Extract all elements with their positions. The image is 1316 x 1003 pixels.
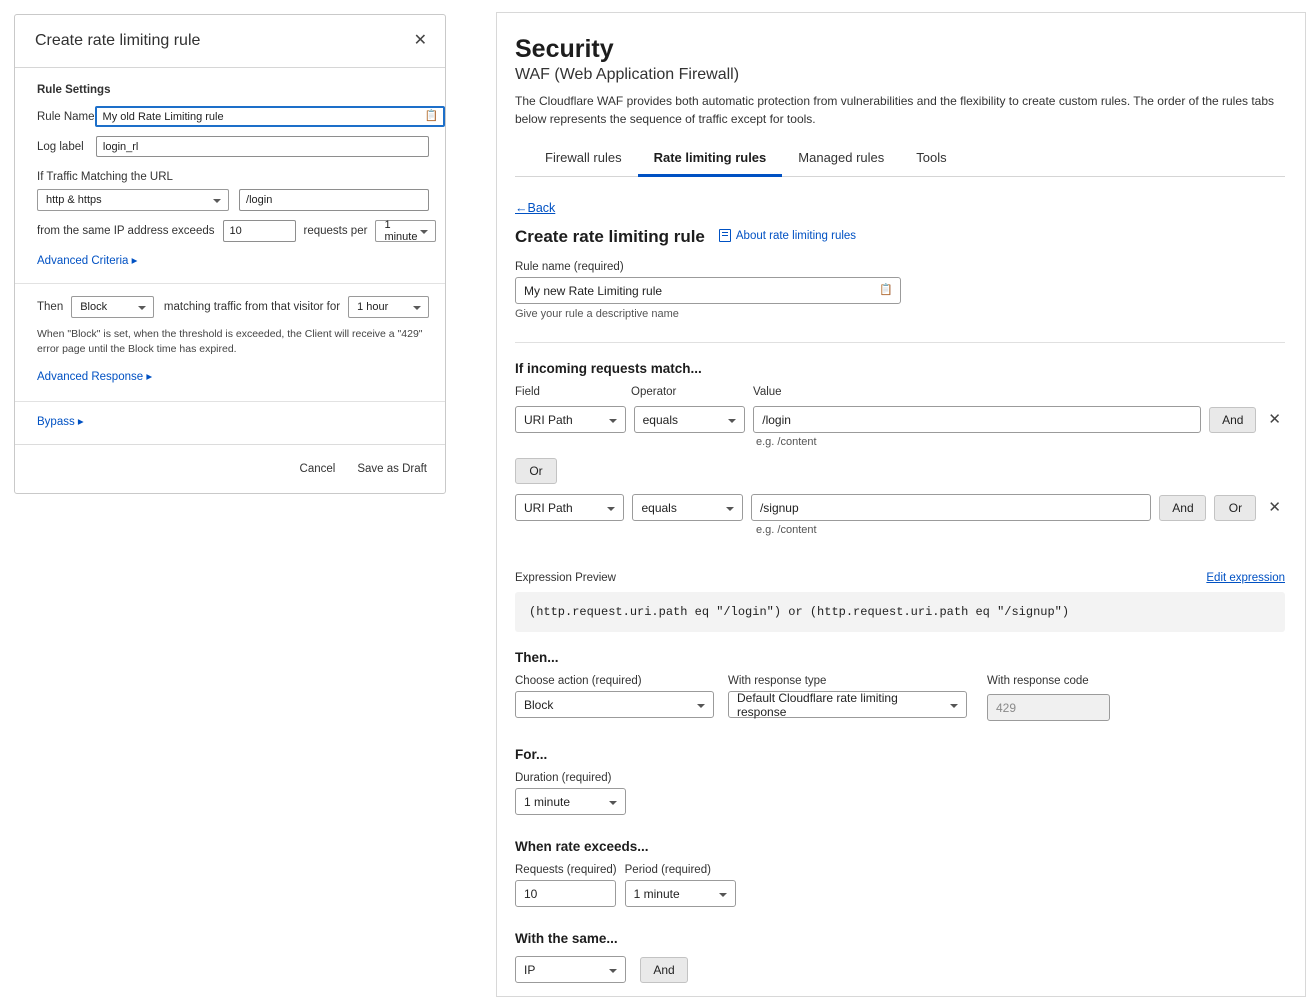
col-value-label: Value bbox=[753, 386, 782, 398]
same-section-title: With the same... bbox=[515, 931, 618, 946]
bypass-link[interactable] bbox=[37, 414, 84, 428]
rule-name-input[interactable] bbox=[95, 106, 445, 127]
col-operator-label: Operator bbox=[631, 386, 677, 398]
duration-label: Duration (required) bbox=[515, 772, 612, 784]
characteristic-value: IP bbox=[524, 962, 536, 977]
rule-name-row bbox=[37, 106, 439, 127]
characteristic-select[interactable] bbox=[515, 956, 626, 983]
requests-group bbox=[515, 864, 617, 907]
copy-icon: 📋 bbox=[424, 110, 439, 122]
or-button-wrap bbox=[515, 458, 1285, 484]
save-as-draft-button[interactable]: Save as Draft bbox=[357, 463, 427, 475]
rule-name-label: Rule Name bbox=[37, 110, 95, 123]
requests-label: Requests (required) bbox=[515, 864, 617, 876]
duration-value: 1 minute bbox=[524, 794, 571, 809]
cancel-button[interactable]: Cancel bbox=[299, 463, 336, 475]
remove-condition-icon[interactable]: ✕ bbox=[1268, 411, 1281, 428]
back-link[interactable] bbox=[515, 201, 555, 215]
choose-action-value: Block bbox=[524, 697, 554, 712]
waf-main-panel bbox=[496, 12, 1306, 997]
close-icon[interactable]: ✕ bbox=[413, 32, 427, 49]
block-note: When "Block" is set, when the threshold is exceeded, the Client will receive a "429" error page until the Block time has expired. bbox=[37, 328, 423, 356]
then-section bbox=[515, 650, 1285, 721]
period-label: Period (required) bbox=[624, 864, 711, 876]
rule-name-input-wrap bbox=[95, 106, 445, 127]
condition-operator-select[interactable] bbox=[632, 494, 742, 521]
exceeds-label: from the same IP address exceeds bbox=[37, 225, 215, 237]
dialog-footer bbox=[15, 444, 445, 493]
for-section bbox=[515, 747, 1285, 815]
condition-operator-select[interactable] bbox=[634, 406, 746, 433]
condition-field-select[interactable] bbox=[515, 406, 626, 433]
log-label-input[interactable] bbox=[96, 136, 429, 157]
condition-field-select[interactable] bbox=[515, 494, 624, 521]
tab-firewall-rules[interactable]: Firewall rules bbox=[545, 150, 622, 165]
requests-per-label: requests per bbox=[303, 225, 368, 237]
and-button[interactable]: And bbox=[640, 957, 688, 983]
match-section-title: If incoming requests match... bbox=[515, 361, 702, 376]
main-content bbox=[497, 13, 1305, 983]
rule-name-input-wrap bbox=[515, 277, 901, 304]
response-code-input bbox=[987, 694, 1110, 721]
condition-value-hint: e.g. /content bbox=[756, 436, 817, 448]
choose-action-label: Choose action (required) bbox=[515, 675, 642, 687]
divider bbox=[15, 401, 445, 402]
period-select-value: 1 minute bbox=[384, 219, 418, 243]
tab-rate-limiting-rules[interactable]: Rate limiting rules bbox=[638, 142, 783, 177]
period-group bbox=[625, 864, 736, 907]
col-field-label: Field bbox=[515, 386, 540, 398]
match-column-headers bbox=[515, 386, 1285, 402]
same-section bbox=[515, 931, 1285, 983]
condition-value-hint: e.g. /content bbox=[756, 524, 817, 536]
back-label: Back bbox=[527, 201, 556, 215]
dialog-body bbox=[15, 68, 445, 430]
condition-operator-value: equals bbox=[641, 500, 677, 515]
create-rule-header bbox=[515, 227, 1285, 247]
create-rule-title: Create rate limiting rule bbox=[515, 227, 705, 246]
expression-preview-text: (http.request.uri.path eq "/login") or (http.request.uri.path eq "/signup") bbox=[515, 592, 1285, 632]
for-section-title: For... bbox=[515, 747, 548, 762]
bypass-label: Bypass bbox=[37, 416, 75, 429]
advanced-criteria-link[interactable] bbox=[37, 253, 137, 267]
rule-settings-heading: Rule Settings bbox=[37, 84, 111, 96]
page-title: Security bbox=[515, 35, 614, 63]
response-code-label: With response code bbox=[987, 675, 1089, 687]
tab-managed-rules[interactable]: Managed rules bbox=[798, 150, 885, 165]
response-type-group bbox=[728, 675, 978, 718]
then-row bbox=[37, 296, 429, 318]
then-section-title: Then... bbox=[515, 650, 559, 665]
rule-name-label: Rule name (required) bbox=[515, 261, 624, 273]
response-type-value: Default Cloudflare rate limiting response bbox=[737, 690, 898, 719]
about-rate-limiting-link[interactable] bbox=[719, 229, 856, 242]
expression-label: Expression Preview bbox=[515, 572, 616, 584]
advanced-response-link[interactable] bbox=[37, 369, 152, 383]
book-icon bbox=[719, 229, 731, 242]
duration-select[interactable] bbox=[515, 788, 626, 815]
back-arrow-icon: ← bbox=[515, 201, 528, 215]
or-button[interactable]: Or bbox=[1214, 495, 1256, 521]
page-description: The Cloudflare WAF provides both automatic protection from vulnerabilities and the flexibility to create custom rules. The order of the rules tabs below represents the sequence of traffic except for tools. bbox=[515, 94, 1275, 126]
url-match-row bbox=[37, 189, 429, 211]
rule-name-input[interactable] bbox=[515, 277, 901, 304]
period-select[interactable] bbox=[375, 220, 436, 242]
response-type-label: With response type bbox=[728, 675, 827, 687]
or-button[interactable]: Or bbox=[515, 458, 557, 484]
edit-expression-link[interactable]: Edit expression bbox=[1206, 572, 1285, 584]
period-value: 1 minute bbox=[633, 886, 680, 901]
period-select[interactable] bbox=[625, 880, 736, 907]
dialog-header bbox=[15, 15, 445, 68]
page-subtitle: WAF (Web Application Firewall) bbox=[515, 66, 740, 83]
condition-row bbox=[515, 406, 1285, 433]
scheme-select-value: http & https bbox=[46, 194, 102, 206]
tab-tools[interactable]: Tools bbox=[916, 150, 947, 165]
and-button[interactable]: And bbox=[1159, 495, 1206, 521]
divider bbox=[15, 283, 445, 284]
log-label-row bbox=[37, 136, 429, 157]
log-label-label: Log label bbox=[37, 140, 84, 153]
copy-icon: 📋 bbox=[879, 284, 893, 296]
condition-operator-value: equals bbox=[642, 412, 678, 427]
url-path-input[interactable] bbox=[239, 189, 429, 211]
triangle-right-icon: ▸ bbox=[77, 416, 84, 429]
threshold-row bbox=[37, 220, 429, 242]
block-duration-value: 1 hour bbox=[357, 301, 389, 313]
dialog-title: Create rate limiting rule bbox=[35, 32, 201, 49]
condition-value-input[interactable] bbox=[753, 406, 1201, 433]
block-duration-select[interactable] bbox=[348, 296, 429, 318]
matching-traffic-label: matching traffic from that visitor for bbox=[163, 301, 341, 313]
then-label: Then bbox=[37, 301, 64, 313]
tab-bar bbox=[515, 142, 1285, 177]
response-code-group bbox=[987, 675, 1110, 721]
url-match-label: If Traffic Matching the URL bbox=[37, 171, 173, 183]
choose-action-group bbox=[515, 675, 728, 718]
action-select-value: Block bbox=[80, 301, 108, 313]
triangle-right-icon: ▸ bbox=[131, 255, 138, 267]
condition-value-input[interactable] bbox=[751, 494, 1152, 521]
about-link-label: About rate limiting rules bbox=[735, 229, 857, 242]
rate-section-title: When rate exceeds... bbox=[515, 839, 649, 854]
expression-section bbox=[515, 572, 1285, 632]
triangle-right-icon: ▸ bbox=[146, 371, 153, 384]
divider bbox=[515, 342, 1285, 343]
condition-field-value: URI Path bbox=[524, 412, 573, 427]
requests-input[interactable] bbox=[515, 880, 616, 907]
choose-action-select[interactable] bbox=[515, 691, 714, 718]
condition-row bbox=[515, 494, 1285, 521]
advanced-criteria-label: Advanced Criteria bbox=[37, 255, 129, 267]
action-select[interactable] bbox=[71, 296, 154, 318]
response-type-select[interactable] bbox=[728, 691, 967, 718]
rule-name-hint: Give your rule a descriptive name bbox=[515, 308, 679, 320]
remove-condition-icon[interactable]: ✕ bbox=[1268, 499, 1281, 516]
and-button[interactable]: And bbox=[1209, 407, 1256, 433]
rule-name-group bbox=[515, 261, 1285, 320]
advanced-response-label: Advanced Response bbox=[37, 371, 144, 384]
scheme-select[interactable] bbox=[37, 189, 229, 211]
expression-header bbox=[515, 572, 1285, 584]
rate-section bbox=[515, 839, 1285, 907]
requests-input[interactable] bbox=[223, 220, 296, 242]
condition-field-value: URI Path bbox=[524, 500, 573, 515]
legacy-rate-limit-dialog bbox=[14, 14, 446, 494]
